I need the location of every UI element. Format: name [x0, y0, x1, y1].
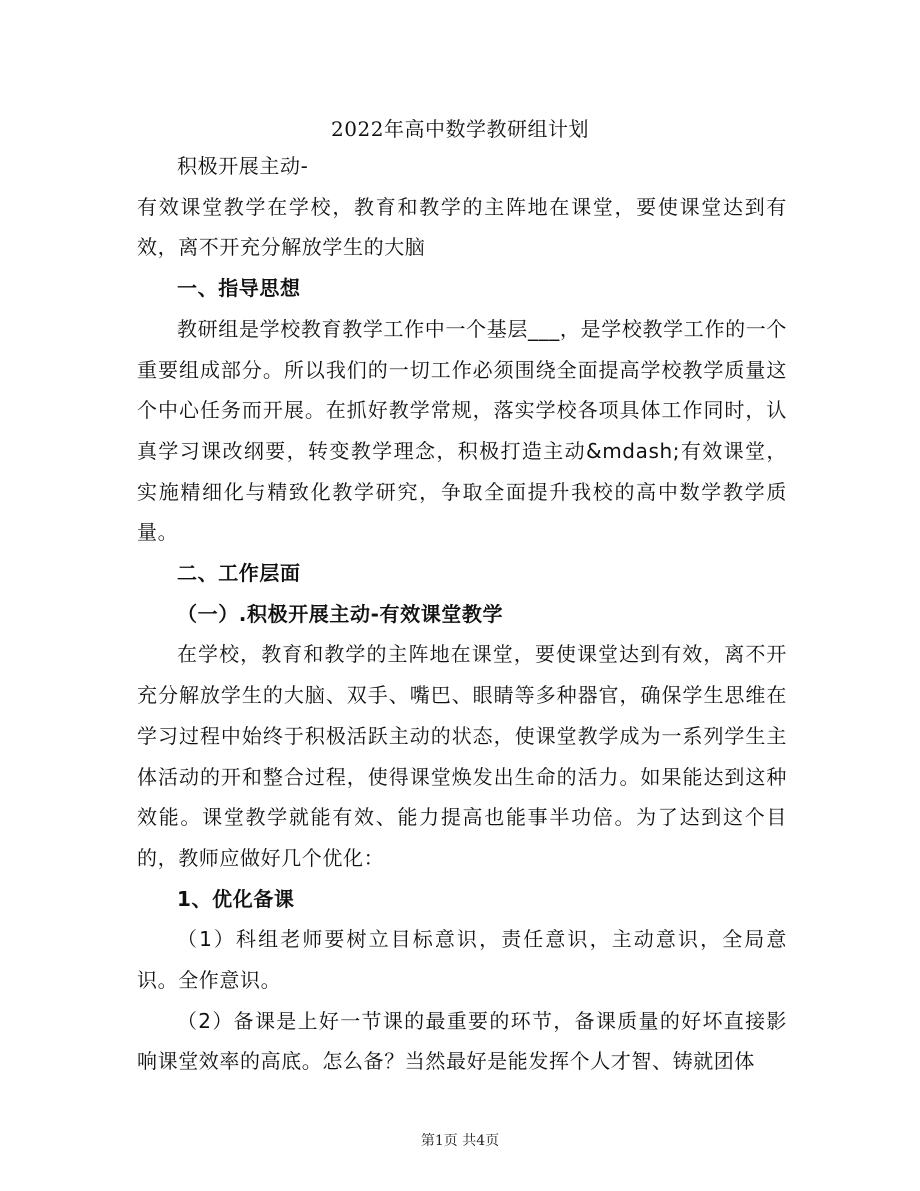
section-heading-guiding-ideology: 一、指导思想: [177, 276, 301, 301]
paragraph-intro-heading: 积极开展主动-: [177, 154, 309, 178]
paragraph-item-2: （2）备课是上好一节课的最重要的环节，备课质量的好坏直接影响课堂效率的高底。怎么备？当然最好是能发挥个人才智、铸就团体: [137, 1008, 787, 1074]
paragraph-guiding-ideology: 教研组是学校教育教学工作中一个基层___，是学校教学工作的一个重要组成部分。所以我们的一切工作必须围绕全面提高学校教学质量这个中心任务而开展。在抓好教学常规，落实学校各项具体工作同时，认真学习课改纲要，转变教学理念，积极打造主动&mdash;有效课堂，实施精细化与精致化教学研究，争取全面提升我校的高中数学教学质量。: [137, 316, 787, 545]
section-heading-work-level: 二、工作层面: [177, 561, 301, 586]
item-heading-optimize-preparation: 1、优化备课: [177, 886, 295, 911]
document-body: [137, 146, 787, 1082]
paragraph-item-1: （1）科组老师要树立目标意识，责任意识，主动意识，全局意识。全作意识。: [137, 927, 787, 993]
subsection-heading-effective-teaching: （一）.积极开展主动-有效课堂教学: [177, 601, 504, 626]
paragraph-effective-teaching: 在学校，教育和教学的主阵地在课堂，要使课堂达到有效，离不开充分解放学生的大脑、双手、嘴巴、眼睛等多种器官，确保学生思维在学习过程中始终于积极活跃主动的状态，使课堂教学成为一系列学生主体活动的开和整合过程，使得课堂焕发出生命的活力。如果能达到这种效能。课堂教学就能有效、能力提高也能事半功倍。为了达到这个目的，教师应做好几个优化：: [137, 642, 787, 870]
paragraph-intro: 有效课堂教学在学校，教育和教学的主阵地在课堂，要使课堂达到有效，离不开充分解放学生的大脑: [137, 194, 787, 260]
document-title: 2022年高中数学教研组计划: [331, 117, 589, 141]
page-number-footer: 第1页 共4页: [420, 1133, 500, 1149]
